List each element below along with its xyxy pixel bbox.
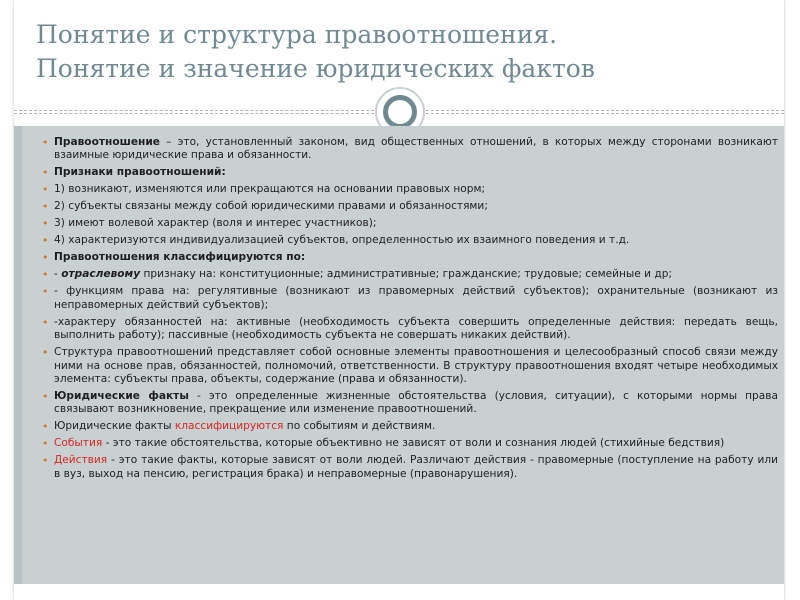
bullet-icon: •: [42, 166, 49, 180]
bullet-icon: •: [42, 217, 49, 231]
content-left-bar: [14, 126, 22, 584]
slide-title-line1: Понятие и структура правоотношения.: [36, 20, 558, 49]
item-strong: Юридические факты: [54, 390, 189, 403]
list-item: [42, 234, 778, 247]
item-strong: Правоотношения классифицируются по:: [54, 251, 306, 264]
item-strong: Признаки правоотношений:: [54, 166, 226, 179]
item-text: - это такие факты, которые зависят от воли людей. Различают действия - правомерные (поступление на работу или в вуз, выход на пенсию, регистрация брака) и неправомерные (правонарушения).: [54, 454, 778, 480]
bullet-icon: •: [42, 285, 49, 299]
bullet-icon: •: [42, 346, 49, 360]
item-prefix: Юридические факты: [54, 420, 175, 433]
slide-content: [14, 126, 784, 584]
bullet-icon: •: [42, 200, 49, 214]
list-item: [42, 251, 778, 264]
list-item: [42, 390, 778, 417]
item-red: Действия: [54, 454, 108, 467]
list-item: [42, 437, 778, 450]
item-emphasis: отраслевому: [61, 268, 141, 281]
item-red: События: [54, 437, 103, 450]
bullet-icon: •: [42, 437, 49, 451]
item-text: – это, установленный законом, вид общественных отношений, в которых между сторонами возникают взаимные юридические права и обязанности.: [54, 136, 778, 162]
item-text: -характеру обязанностей на: активные (необходимость субъекта совершить определенные действия: передать вещь, выполнить работу); пассивные (необходимость субъекта не совершать никаких действий).: [54, 315, 778, 342]
list-item: [42, 268, 778, 281]
slide-title: [36, 18, 756, 86]
item-text: 4) характеризуются индивидуализацией субъектов, определенностью их взаимного поведения и т.д.: [54, 234, 630, 247]
list-item: [42, 136, 778, 163]
divider-right: [426, 110, 784, 111]
divider-right-2: [426, 113, 784, 114]
item-text: признаку на: конституционные; административные; гражданские; трудовые; семейные и др;: [140, 268, 673, 281]
item-text: 3) имеют волевой характер (воля и интерес участников);: [54, 217, 377, 230]
bullet-icon: •: [42, 315, 49, 329]
item-prefix: -: [54, 268, 62, 281]
list-item: [42, 285, 778, 312]
bullet-list: [42, 136, 778, 485]
list-item: [42, 183, 778, 196]
item-red: классифицируются: [174, 420, 284, 433]
bullet-icon: •: [42, 268, 49, 282]
item-text: по событиям и действиям.: [283, 420, 436, 433]
list-item: [42, 316, 778, 343]
list-item: [42, 166, 778, 179]
list-item: [42, 454, 778, 481]
item-text: - функциям права на: регулятивные (возникают из правомерных действий субъектов); охранительные (возникают из неправомерных действий субъектов);: [54, 285, 778, 311]
item-text: - это определенные жизненные обстоятельства (условия, ситуации), с которыми нормы права связывают возникновение, прекращение или изменение правоотношений.: [54, 390, 778, 416]
item-text: Структура правоотношений представляет собой основные элементы правоотношения и целесообразный способ связи между ними на основе прав, обязанностей, полномочий, ответственности. В структуру правоотношения входят четыре необходимых элемента: субъекты права, объекты, содержание (права и обязанности).: [54, 346, 778, 386]
bullet-icon: •: [42, 390, 49, 404]
slide-title-line2: Понятие и значение юридических фактов: [36, 54, 595, 83]
item-strong: Правоотношение: [54, 136, 160, 148]
item-text: - это такие обстоятельства, которые объективно не зависят от воли и сознания людей (стихийные бедствия): [102, 437, 725, 450]
bullet-icon: •: [42, 136, 49, 149]
bullet-icon: •: [42, 234, 49, 248]
ring-ornament-inner: [383, 95, 417, 129]
bullet-icon: •: [42, 183, 49, 197]
list-item: [42, 420, 778, 433]
list-item: [42, 346, 778, 386]
item-text: 2) субъекты связаны между собой юридическими правами и обязанностями;: [54, 200, 488, 213]
divider-left: [14, 110, 374, 111]
list-item: [42, 200, 778, 213]
list-item: [42, 217, 778, 230]
bullet-icon: •: [42, 420, 49, 434]
item-text: 1) возникают, изменяются или прекращаются на основании правовых норм;: [54, 183, 486, 196]
divider-left-2: [14, 113, 374, 114]
bullet-icon: •: [42, 454, 49, 468]
bullet-icon: •: [42, 251, 49, 265]
